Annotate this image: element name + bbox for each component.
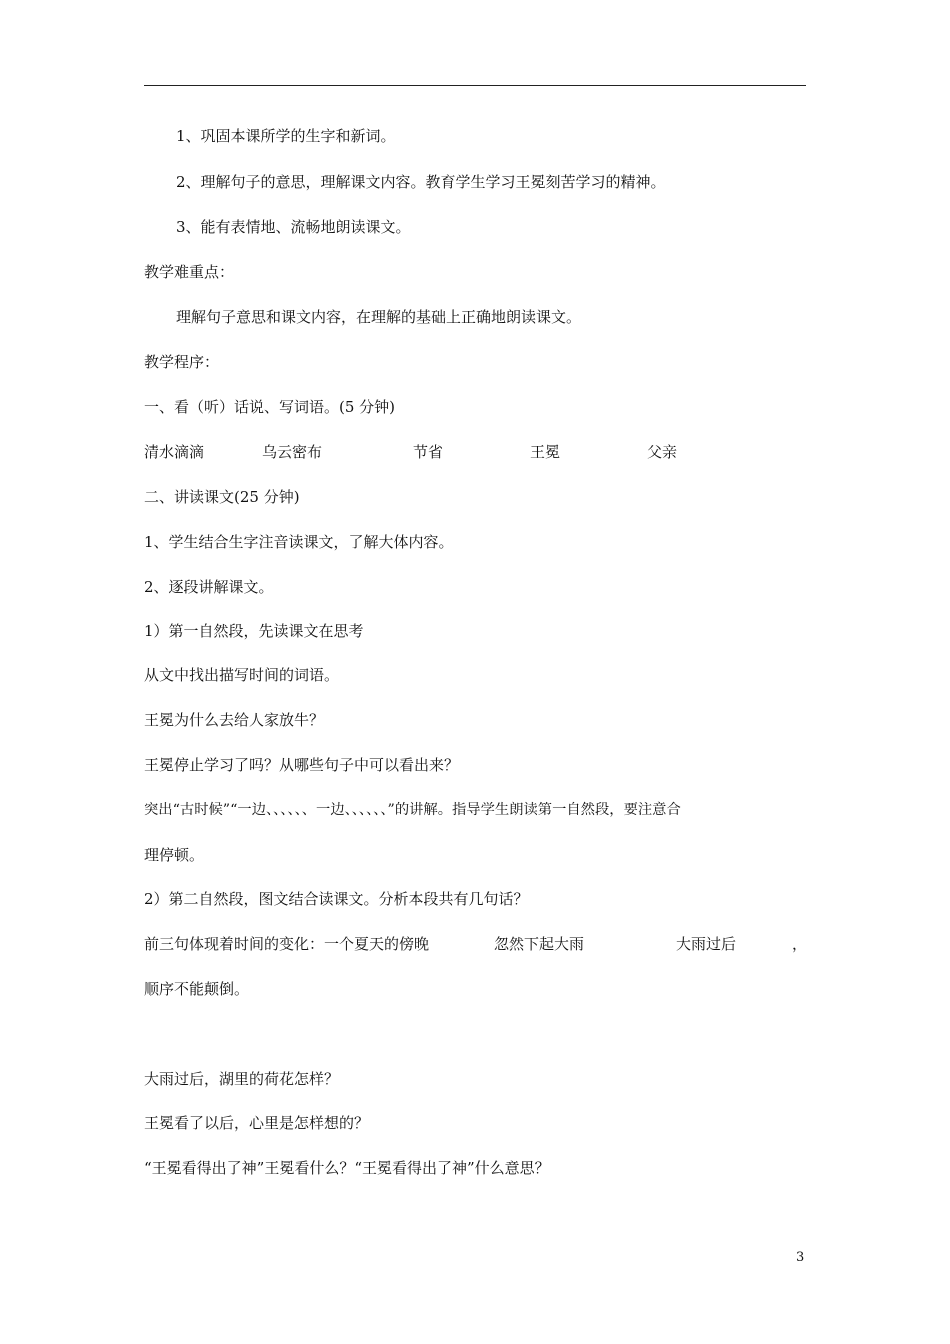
step2-item: 从文中找出描写时间的词语。 (144, 666, 340, 684)
time-sequence-row (0, 934, 950, 954)
step2-item: 1）第一自然段，先读课文在思考 (144, 622, 364, 640)
objective-1: 1、巩固本课所学的生字和新词。 (176, 127, 396, 145)
step2-item: 理停顿。 (144, 846, 205, 864)
question-item: 王冕看了以后，心里是怎样想的？ (144, 1114, 370, 1132)
step2-item: 2）第二自然段，图文结合读课文。分析本段共有几句话？ (144, 890, 529, 908)
step2-item: 1、学生结合生字注音读课文，了解大体内容。 (144, 533, 454, 551)
time-sequence-lead: 前三句体现着时间的变化：一个夏天的傍晚 (144, 935, 430, 953)
time-sequence-mid: 忽然下起大雨 (494, 935, 585, 953)
vocab-item: 王冕 (530, 443, 561, 461)
vocab-item: 清水滴滴 (144, 443, 205, 461)
difficulty-text: 理解句子意思和课文内容，在理解的基础上正确地朗读课文。 (176, 308, 582, 326)
vocab-item: 乌云密布 (262, 443, 323, 461)
header-rule (144, 85, 806, 86)
objective-2: 2、理解句子的意思，理解课文内容。教育学生学习王冕刻苦学习的精神。 (176, 173, 666, 191)
question-item: 大雨过后，湖里的荷花怎样？ (144, 1070, 340, 1088)
time-sequence-comma: ， (792, 935, 808, 953)
question-item: “王冕看得出了神”王冕看什么？“王冕看得出了神”什么意思？ (144, 1159, 550, 1177)
objective-3: 3、能有表情地、流畅地朗读课文。 (176, 218, 411, 236)
step2-heading: 二、讲读课文(25 分钟) (144, 488, 300, 506)
step1-heading: 一、看（听）话说、写词语。(5 分钟) (144, 398, 396, 416)
difficulty-heading: 教学难重点： (144, 263, 235, 281)
vocab-item: 父亲 (647, 443, 678, 461)
step2-item: 2、逐段讲解课文。 (144, 578, 274, 596)
page-number: 3 (796, 1250, 805, 1265)
order-note: 顺序不能颠倒。 (144, 980, 250, 998)
time-sequence-end: 大雨过后 (676, 935, 737, 953)
vocab-row (0, 442, 950, 462)
step2-item: 突出“古时候”“一边、、、、、、一边、、、、、、”的讲解。指导学生朗读第一自然段，要注意合 (144, 802, 681, 818)
step2-item: 王冕为什么去给人家放牛？ (144, 711, 325, 729)
step2-item: 王冕停止学习了吗？从哪些句子中可以看出来？ (144, 756, 460, 774)
procedure-heading: 教学程序： (144, 353, 220, 371)
vocab-item: 节省 (413, 443, 444, 461)
